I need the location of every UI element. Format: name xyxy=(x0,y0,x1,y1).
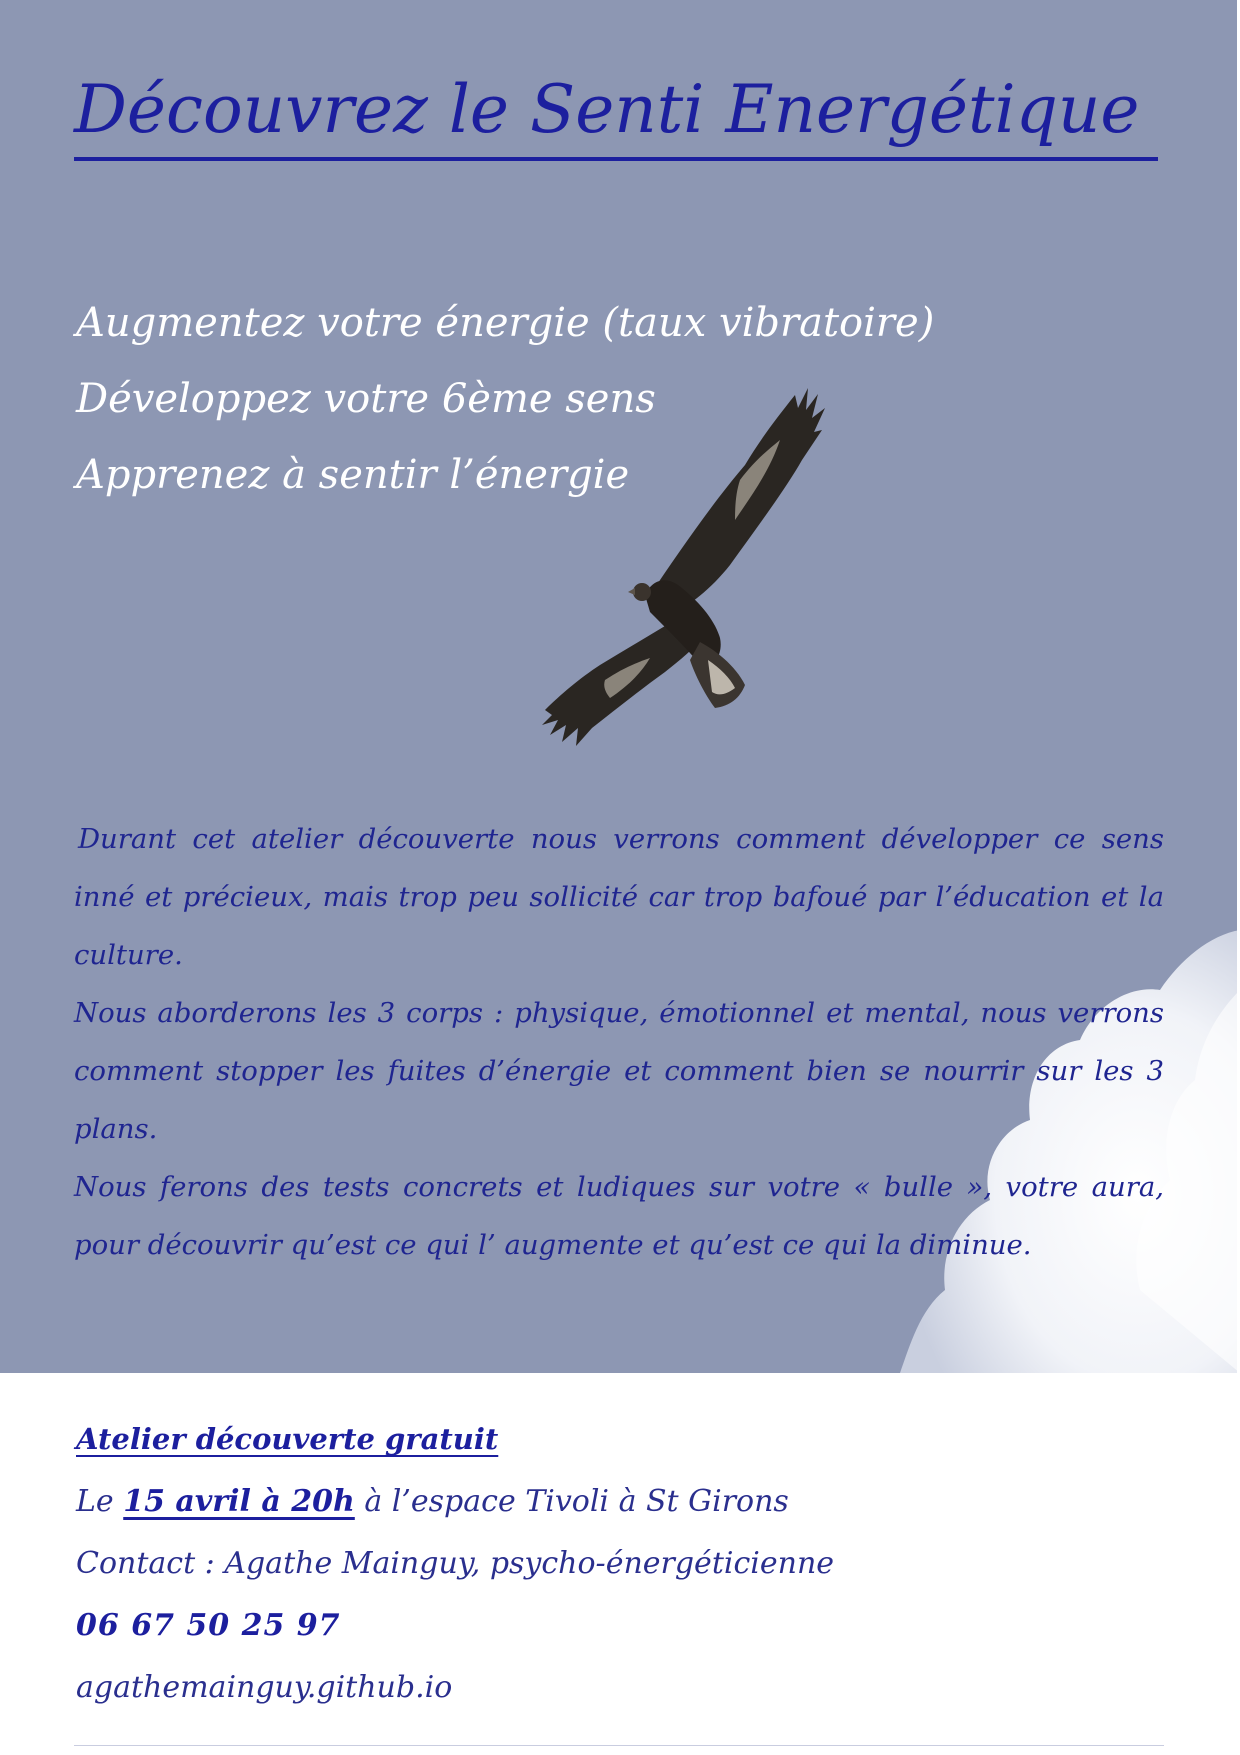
description-paragraph: Durant cet atelier découverte nous verrons comment développer ce sens inné et précieux, mais trop peu sollicité car trop bafoué par l’éducation et la culture. xyxy=(74,823,1164,971)
website-link[interactable]: agathemainguy.github.io xyxy=(76,1670,453,1705)
title-underline xyxy=(74,157,1158,161)
event-date-line xyxy=(76,1471,1156,1533)
event-heading: Atelier découverte gratuit xyxy=(76,1422,499,1456)
event-location: à l’espace Tivoli à St Girons xyxy=(364,1484,789,1519)
description-paragraph: Nous aborderons les 3 corps : physique, émotionnel et mental, nous verrons comment stopper les fuites d’énergie et comment bien se nourrir sur les 3 plans. xyxy=(74,997,1164,1145)
event-date: 15 avril à 20h xyxy=(123,1484,355,1519)
tagline-item: Augmentez votre énergie (taux vibratoire) xyxy=(76,300,935,346)
description xyxy=(74,810,1164,1274)
contact-line: Contact : Agathe Mainguy, psycho-énergéticienne xyxy=(76,1546,835,1581)
tagline-item: Apprenez à sentir l’énergie xyxy=(76,452,630,498)
page-title: Découvrez le Senti Energétique xyxy=(74,71,1140,148)
tagline-item: Développez votre 6ème sens xyxy=(76,376,656,422)
bottom-divider xyxy=(74,1745,1164,1746)
description-paragraph: Nous ferons des tests concrets et ludiques sur votre « bulle », votre aura, pour découvrir qu’est ce qui l’ augmente et qu’est ce qui la diminue. xyxy=(74,1171,1164,1261)
phone-number[interactable]: 06 67 50 25 97 xyxy=(76,1608,341,1643)
tagline-list xyxy=(76,285,934,513)
date-prefix: Le xyxy=(76,1484,114,1519)
event-heading-line xyxy=(76,1408,1156,1471)
event-info xyxy=(76,1408,1156,1719)
